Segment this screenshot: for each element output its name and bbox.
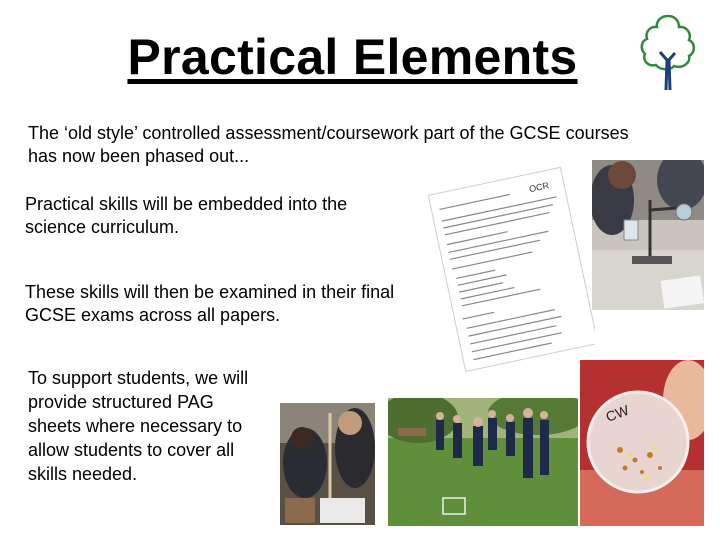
field-photo [388,398,578,526]
pendulum-photo [280,403,375,525]
petri-photo [580,360,704,526]
lab-photo [592,160,704,310]
worksheet-image [425,160,595,375]
tree-logo-icon [636,10,700,94]
slide-title: Practical Elements [127,29,578,85]
paragraph-examined: These skills will then be examined in their final GCSE exams across all papers. [25,282,395,325]
paragraph-practical-skills: Practical skills will be embedded into the science curriculum. [25,194,348,237]
worksheet-brand: OCR [528,180,550,195]
intro-text: The ‘old style’ controlled assessment/coursework part of the GCSE courses has now been phased out... [28,123,629,166]
paragraph-support: To support students, we will provide structured PAG sheets where necessary to allow students to cover all skills needed. [28,368,249,484]
petri-label: CW [603,401,631,425]
